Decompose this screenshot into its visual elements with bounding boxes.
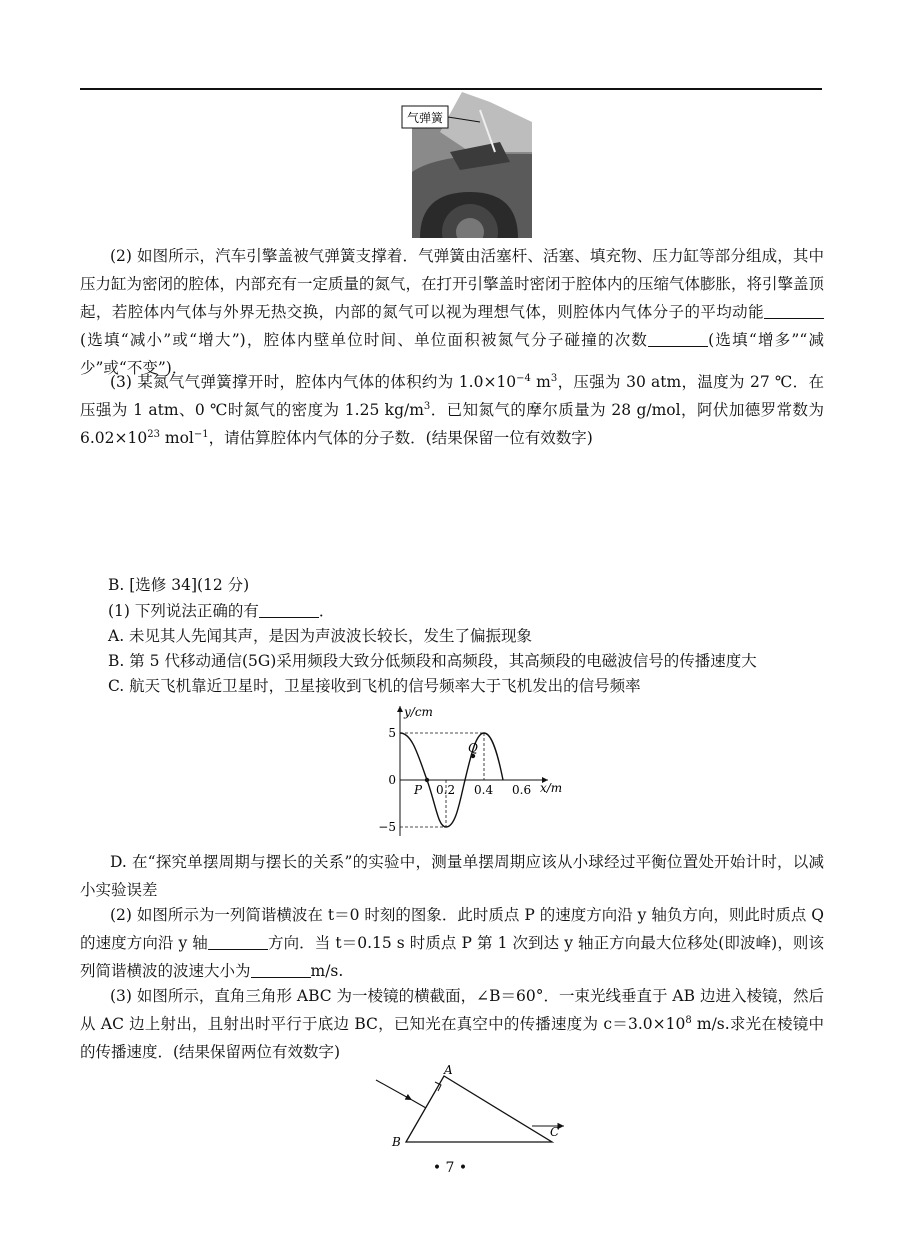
vertex-b-label: B [392, 1135, 401, 1149]
question-3: (3) 如图所示，直角三角形 ABC 为一棱镜的横截面，∠B＝60°．一束光线垂直于 AB 边进入棱镜，然后从 AC 边上射出，且射出时平行于底边 BC，已知光在真空中的传播速度为 $c=3.0\times 10^8$ m/s.求光在棱镜中的传播速度．(结果保留两位有效数字) [80, 987, 825, 1061]
point-p-label: P [414, 783, 423, 797]
y-tick-neg5: −5 [378, 820, 396, 834]
prism-triangle [406, 1076, 552, 1142]
point-p-marker [425, 778, 429, 782]
x-tick-0-6: 0.6 [512, 783, 532, 797]
x-tick-0-2: 0.2 [436, 783, 456, 797]
option-c: C. 航天飞机靠近卫星时，卫星接收到飞机的信号频率大于飞机发出的信号频率 [108, 677, 641, 695]
y-axis-label: y/cm [404, 705, 433, 719]
prism-figure [372, 1062, 568, 1150]
wave-graph [368, 700, 568, 845]
point-q-label: Q [468, 741, 478, 755]
x-tick-0-4: 0.4 [474, 783, 494, 797]
gas-spring-label: 气弹簧 [406, 111, 444, 125]
y-tick-0: 0 [388, 773, 396, 787]
part2-paragraph: (2) 如图所示，汽车引擎盖被气弹簧支撑着．气弹簧由活塞杆、活塞、填充物、压力缸等部分组成，其中压力缸为密闭的腔体，内部充有一定质量的氮气，在打开引擎盖时密闭于腔体内的压缩气体膨胀，将引擎盖顶起，若腔体内气体与外界无热交换，内部的氮气可以视为理想气体，则腔体内气体分子的平均动能(选填“减小”或“增大”)，腔体内壁单位时间、单位面积被氮气分子碰撞的次数 (选填“增多”“减少”或“不变”)． [80, 247, 825, 377]
blank-q1[interactable] [259, 601, 319, 618]
vertex-a-label: A [444, 1063, 453, 1077]
blank-collision-count[interactable] [648, 330, 708, 347]
section-b-heading: B. [选修 34](12 分) [108, 576, 250, 594]
option-a: A. 未见其人先闻其声，是因为声波波长较长，发生了偏振现象 [108, 627, 533, 645]
question-1: (1) 下列说法正确的有 ． [108, 602, 335, 620]
page-number: • 7 • [432, 1160, 468, 1176]
x-axis-label: x/m [540, 781, 563, 795]
blank-wave-speed[interactable] [251, 961, 311, 978]
car-gas-spring-figure [400, 92, 532, 238]
header-rule [80, 88, 822, 90]
question-2: (2) 如图所示为一列简谐横波在 t＝0 时刻的图象．此时质点 P 的速度方向沿 y 轴负方向，则此时质点 Q 的速度方向沿 y 轴 方向．当 t＝0.15 s 时质点 P 第 1 次到达 y 轴正方向最大位移处(即波峰)，则该列简谐横波的波速大小为 m/s. [80, 906, 824, 980]
y-tick-5: 5 [388, 726, 396, 740]
part3-paragraph: (3) 某氮气气弹簧撑开时，腔体内气体的体积约为 $1.0\times 10^{-4}$ $m^3$，压强为 30 atm，温度为 27 ℃．在压强为 1 atm、0 ℃时氮气的密度为 1.25 $kg/m^3$．已知氮气的摩尔质量为 28 g/mol，阿伏加德罗常数为 $6.02\times 10^{23}$ mol$^{-1}$，请估算腔体内气体的分子数．(结果保留一位有效数字) [80, 372, 824, 447]
option-b: B. 第 5 代移动通信(5G)采用频段大致分低频段和高频段，其高频段的电磁波信号的传播速度大 [108, 652, 757, 670]
incident-ray [376, 1080, 412, 1100]
blank-kinetic-energy[interactable] [764, 302, 824, 319]
blank-q-direction[interactable] [208, 933, 268, 950]
vertex-c-label: C [550, 1125, 560, 1139]
option-d: D. 在“探究单摆周期与摆长的关系”的实验中，测量单摆周期应该从小球经过平衡位置处开始计时，以减小实验误差 [80, 853, 824, 899]
